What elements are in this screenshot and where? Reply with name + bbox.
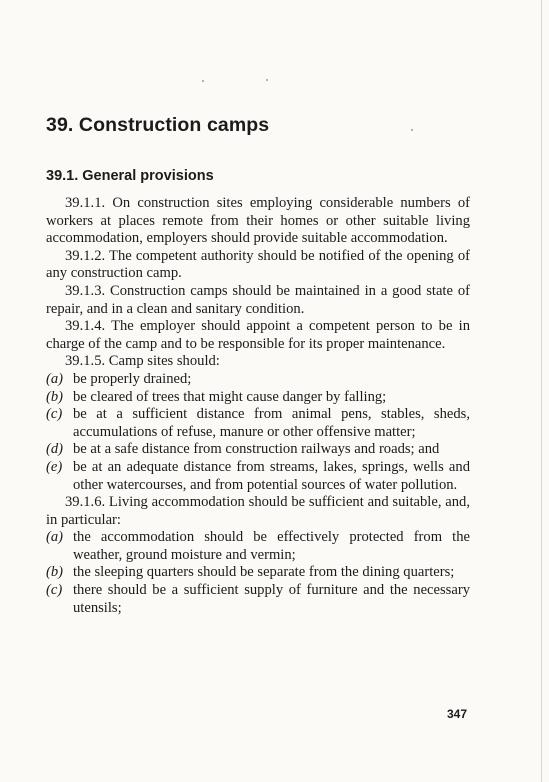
list-item-text: be at a safe distance from construction railways and roads; and	[73, 441, 440, 458]
list-item	[46, 459, 470, 494]
list-item-label: (a)	[46, 529, 64, 546]
list-item-text: be properly drained;	[73, 370, 192, 387]
paragraph-39-1-5: 39.1.5. Camp sites should:	[65, 353, 220, 370]
list-item-label: (b)	[46, 388, 64, 405]
scan-speck	[411, 129, 413, 131]
scan-speck	[202, 80, 204, 82]
list-item-label: (c)	[46, 406, 63, 423]
page-number: 347	[447, 707, 468, 721]
list-item-text: the sleeping quarters should be separate from the dining quarters;	[73, 564, 455, 581]
list-item	[46, 529, 470, 564]
list-item-text: be at a sufficient distance from animal pens, stables, sheds, accumulations of refuse, manure or other offensive matter;	[73, 406, 470, 440]
list-item-label: (a)	[46, 370, 64, 387]
list-item	[46, 564, 470, 582]
list-item	[46, 406, 470, 441]
list-item-label: (c)	[46, 582, 63, 599]
list-item-label: (d)	[46, 441, 64, 458]
paragraph-39-1-4: 39.1.4. The employer should appoint a competent person to be in charge of the camp and to be responsible for its proper maintenance.	[46, 318, 470, 352]
list-item-label: (b)	[46, 564, 64, 581]
list-item	[46, 582, 470, 617]
list-item-text: the accommodation should be effectively protected from the weather, ground moisture and vermin;	[73, 529, 470, 563]
list-item	[46, 389, 470, 407]
body-text	[46, 195, 470, 617]
list-item-text: be at an adequate distance from streams, lakes, springs, wells and other watercourses, and from potential sources of water pollution.	[73, 458, 470, 493]
list-item	[46, 371, 470, 389]
list-item-text: be cleared of trees that might cause danger by falling;	[73, 388, 387, 405]
paragraph-39-1-2: 39.1.2. The competent authority should be notified of the opening of any construction camp.	[46, 247, 470, 282]
list-item-text: there should be a sufficient supply of furniture and the necessary utensils;	[73, 582, 470, 616]
scan-speck	[266, 79, 268, 81]
page-edge-line	[541, 0, 542, 782]
chapter-title: 39. Construction camps	[46, 114, 270, 136]
paragraph-39-1-3: 39.1.3. Construction camps should be maintained in a good state of repair, and in a clean and sanitary condition.	[46, 282, 470, 317]
list-item	[46, 441, 470, 459]
section-title: 39.1. General provisions	[46, 168, 214, 184]
paragraph-39-1-6: 39.1.6. Living accommodation should be sufficient and suitable, and, in particular:	[46, 494, 470, 528]
list-item-label: (e)	[46, 458, 63, 475]
paragraph-39-1-1: 39.1.1. On construction sites employing considerable numbers of workers at places remote from their homes or other suitable living accommodation, employers should provide suitable accommodation.	[46, 195, 470, 247]
